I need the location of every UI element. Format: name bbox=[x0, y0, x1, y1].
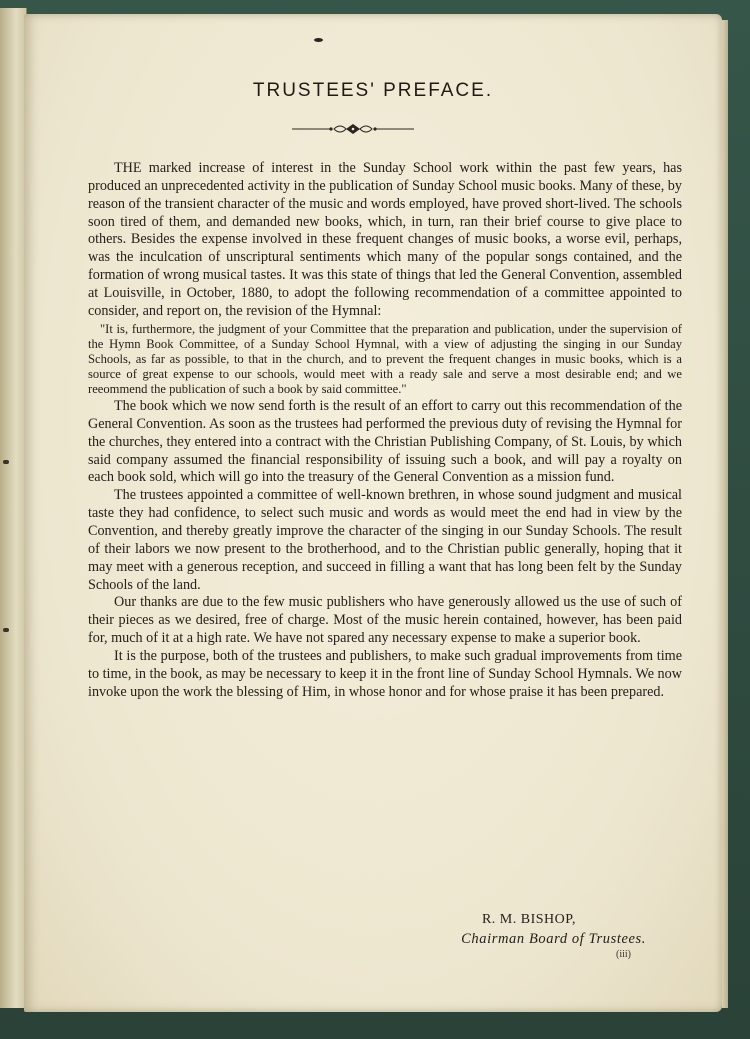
page-heading: TRUSTEES' PREFACE. bbox=[252, 80, 494, 101]
page-number: (iii) bbox=[616, 949, 631, 960]
page-block-edge bbox=[722, 20, 728, 1008]
paragraph-thanks: Our thanks are due to the few music publishers who have generously allowed us the use of such of their pieces as we desired, free of charge. Most of the music herein contained, however, has been paid for, much of it at a high rate. We have not spared any necessary expense to make a superior book. bbox=[88, 594, 682, 647]
signature-block bbox=[48, 911, 646, 949]
ornament-divider-icon bbox=[290, 122, 416, 136]
signatory-title: Chairman Board of Trustees. bbox=[461, 931, 646, 947]
paragraph-purpose: It is the purpose, both of the trustees and publishers, to make such gradual improvements from time to time, in the book, as may be necessary to keep it in the front line of Sunday School Hymnals. We now invoke upon the work the blessing of Him, in whose honor and for whose praise it has been prepared. bbox=[88, 647, 682, 700]
facing-page-mark bbox=[3, 628, 9, 632]
paragraph-intro: THE marked increase of interest in the Sunday School work within the past few years, has produced an unprecedented activity in the publication of Sunday School music books. Many of these, by reason of the transient character of the music and words employed, have proved short-lived. The schools soon tired of them, and demanded new books, which, in turn, ran their brief course to give place to others. Besides the expense involved in these frequent changes of music books, a worse evil, perhaps, was the inculcation of unscriptural sentiments which many of the popular songs contained, and the formation of wrong musical tastes. It was this state of things that led the General Convention, assembled at Louisville, in October, 1880, to adopt the following recommendation of a committee appointed to consider, and report on, the revision of the Hymnal: bbox=[88, 160, 682, 319]
quoted-recommendation: "It is, furthermore, the judgment of your Committee that the preparation and publication, under the supervision of the Hymn Book Committee, of a Sunday School Hymnal, with a view of adjusting the singing in our Sunday Schools, as far as possible, to that in the church, and to prevent the frequent changes in music books, which is a source of great expense to our schools, would meet with a ready sale and serve a most desirable end; and we reeommend the publication of such a book by said committee." bbox=[88, 321, 682, 396]
facing-page-mark bbox=[3, 460, 9, 464]
preface-text bbox=[88, 160, 682, 701]
signatory-name: R. M. BISHOP, bbox=[481, 912, 576, 927]
book-page bbox=[24, 14, 722, 1012]
paragraph-contract: The book which we now send forth is the result of an effort to carry out this recommendation of the General Convention. As soon as the trustees had performed the previous duty of revising the Hymnal for the churches, they entered into a contract with the Christian Publishing Company, of St. Louis, by which said company assumed the financial responsibility of issuing such a book, and will pay a royalty on each book sold, which will go into the treasury of the General Convention as a mission fund. bbox=[88, 398, 682, 486]
facing-page-edge bbox=[0, 8, 27, 1008]
paragraph-committee: The trustees appointed a committee of well-known brethren, in whose sound judgment and musical taste they had confidence, to select such music and words as would meet the end had in view by the Convention, and thereby greatly improve the character of the singing in our Sunday Schools. The result of their labors we now present to the brotherhood, and to the Christian public generally, hoping that it may meet with a generous reception, and succeed in filling a want that has long been felt by the Sunday Schools of the land. bbox=[88, 487, 682, 593]
ink-speck bbox=[314, 38, 323, 42]
